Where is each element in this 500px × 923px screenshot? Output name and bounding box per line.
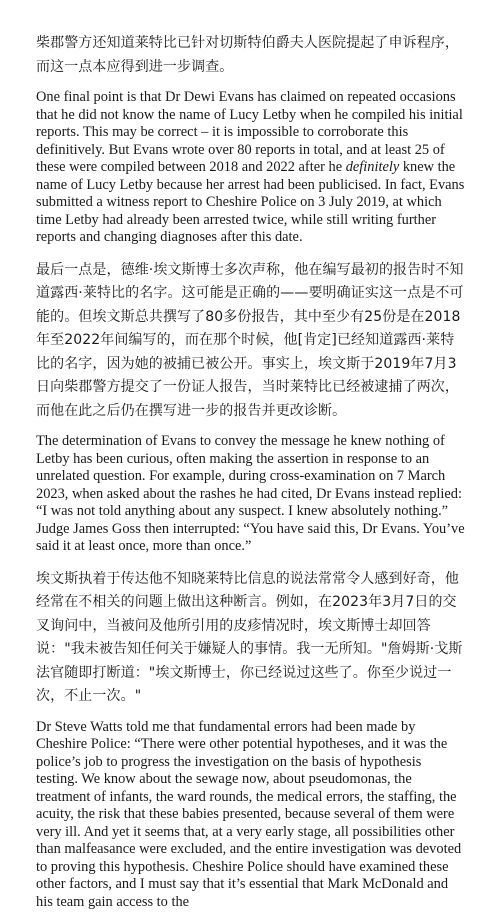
paragraph-en-1-emphasis: definitely bbox=[345, 159, 400, 175]
paragraph-en-2: The determination of Evans to convey the message he knew nothing of Letby has been curious, often making the assertion in response to an unrelated question. For example, during cross-examination on 7 March 2023, when asked about the rashes he had cited, Dr Evans instead replied: “I was not told anything about any suspect. I knew absolutely nothing.” Judge James Goss then interrupted: “You have said this, Dr Evans. You’ve said it at least once, more than once.” bbox=[36, 433, 465, 554]
paragraph-en-1 bbox=[36, 89, 466, 247]
paragraph-en-1-after: knew the name of Lucy Letby because her arrest had been publicised. In fact, Evans submitted a witness report to Cheshire Police on 3 July 2019, at which time Letby had already been arrested twice, while still writing further reports and changing diagnoses after this date. bbox=[36, 159, 465, 245]
paragraph-zh-3: 埃文斯执着于传达他不知晓莱特比信息的说法常常令人感到好奇，他经常在不相关的问题上做出这种断言。例如，在2023年3月7日的交叉询问中，当被问及他所引用的皮疹情况时，埃文斯博士却回答说："我未被告知任何关于嫌疑人的事情。我一无所知。"詹姆斯·戈斯法官随即打断道："埃文斯博士，你已经说过这些了。你至少说过一次，不止一次。" bbox=[36, 570, 463, 704]
paragraph-zh-2: 最后一点是，德维·埃文斯博士多次声称，他在编写最初的报告时不知道露西·莱特比的名字。这可能是正确的——要明确证实这一点是不可能的。但埃文斯总共撰写了80多份报告，其中至少有25份是在2018年至2022年间编写的，而在那个时候，他[肯定]已经知道露西·莱特比的名字，因为她的被捕已被公开。事实上，埃文斯于2019年7月3日向柴郡警方提交了一份证人报告，当时莱特比已经被逮捕了两次，而他在此之后仍在撰写进一步的报告并更改诊断。 bbox=[36, 261, 464, 419]
paragraph-en-3: Dr Steve Watts told me that fundamental errors had been made by Cheshire Police: “There were other potential hypotheses, and it was the police’s job to progress the investigation on the basis of hypothesis testing. We know about the sewage now, about pseudomonas, the treatment of infants, the ward rounds, the medical errors, the staffing, the acuity, the risk that these babies presented, because several of them were very ill. And yet it seems that, at a very early stage, all possibilities other than malfeasance were excluded, and the entire investigation was devoted to proving this hypothesis. Cheshire Police should have examined these other factors, and I must say that it’s essential that Mark McDonald and his team gain access to the bbox=[36, 718, 462, 910]
paragraph-en-1-before: One final point is that Dr Dewi Evans has claimed on repeated occasions that he did not know the name of Lucy Letby when he compiled his initial reports. This may be correct – it is impossible to corroborate this definitively. But Evans wrote over 80 reports in total, and at least 25 of these were compiled between 2018 and 2022 after he bbox=[36, 89, 463, 175]
paragraph-zh-1: 柴郡警方还知道莱特比已针对切斯特伯爵夫人医院提起了申诉程序，而这一点本应得到进一步调查。 bbox=[36, 35, 459, 75]
article-body bbox=[36, 32, 466, 923]
